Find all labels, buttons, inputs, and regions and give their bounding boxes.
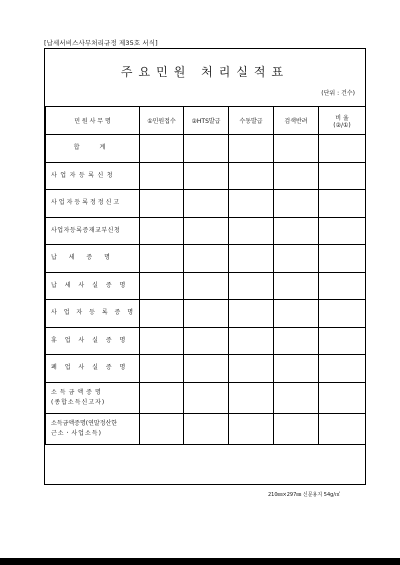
row-label [46,413,140,444]
header-manual: 수동발급 [229,107,274,135]
table-row [46,245,366,273]
results-table [45,106,366,445]
table-cell [184,135,229,163]
form-title: 주요민원 처리실적표 [120,65,290,79]
table-row [46,190,366,218]
row-label: 납 세 사 실 증 명 [46,272,140,300]
table-cell [319,190,366,218]
row-label-line2: (종합소득신고자) [51,398,106,406]
table-row [46,413,366,444]
row-label [46,382,140,413]
table-cell [140,355,184,383]
table-cell [319,217,366,245]
table-row [46,272,366,300]
table-cell [184,162,229,190]
row-label: 합 계 [46,135,140,163]
unit-label: (단위 : 건수) [321,90,355,97]
table-cell [229,217,274,245]
table-cell [319,245,366,273]
row-label: 사업자등록신청 [46,162,140,190]
table-cell [274,217,319,245]
table-cell [184,190,229,218]
table-header-row [46,107,366,135]
table-cell [140,327,184,355]
header-task: 민 원 사 무 명 [46,107,140,135]
table-cell [140,162,184,190]
table-cell [140,413,184,444]
table-cell [229,413,274,444]
row-label: 사업자등록증재교부신청 [46,217,140,245]
table-cell [229,355,274,383]
table-cell [140,135,184,163]
table-cell [140,217,184,245]
table-cell [319,382,366,413]
table-cell [140,300,184,328]
table-cell [319,327,366,355]
table-cell [184,382,229,413]
row-label: 휴 업 사 실 증 명 [46,327,140,355]
table-cell [319,413,366,444]
header-ratio-label: 비 율 [335,114,349,122]
table-cell [274,162,319,190]
table-row [46,300,366,328]
table-cell [184,300,229,328]
table-cell [274,327,319,355]
header-ratio-formula: (②/①) [333,121,351,129]
table-row [46,327,366,355]
table-cell [274,355,319,383]
table-cell [319,355,366,383]
row-label: 사업자등록정정신고 [46,190,140,218]
table-cell [184,327,229,355]
table-cell [274,272,319,300]
row-label: 사 업 자 등 록 증 명 [46,300,140,328]
header-hts: ②HTS발급 [184,107,229,135]
table-cell [274,245,319,273]
header-received: ①민원접수 [140,107,184,135]
form-frame [44,48,366,485]
table-row [46,382,366,413]
table-row [46,217,366,245]
row-label-line2: 근소ㆍ사업소득) [51,429,102,437]
table-row [46,135,366,163]
row-label: 폐 업 사 실 증 명 [46,355,140,383]
table-cell [140,272,184,300]
table-cell [274,382,319,413]
table-cell [184,217,229,245]
table-cell [140,245,184,273]
form-reference: [납세서비스사무처리규정 제35호 서식] [44,39,158,47]
table-cell [184,245,229,273]
table-cell [140,190,184,218]
table-cell [184,413,229,444]
table-cell [229,162,274,190]
table-cell [229,245,274,273]
row-label-line1: 소득금액증명(연말정산한 [51,419,118,427]
table-cell [319,272,366,300]
table-cell [184,355,229,383]
table-cell [229,327,274,355]
table-cell [229,300,274,328]
table-cell [274,413,319,444]
row-label-line1: 소득금액증명 [51,388,104,396]
table-cell [184,272,229,300]
table-cell [229,272,274,300]
table-row [46,162,366,190]
table-cell [229,135,274,163]
table-cell [319,135,366,163]
table-cell [229,190,274,218]
header-ratio [319,107,366,135]
table-cell [274,190,319,218]
paper-spec-note: 210㎜×297㎜ 신문용지 54g/㎡ [268,492,340,498]
table-cell [274,300,319,328]
table-cell [319,300,366,328]
row-label: 납 세 증 명 [46,245,140,273]
table-row [46,355,366,383]
table-cell [140,382,184,413]
bottom-edge-bar [0,558,400,565]
table-cell [274,135,319,163]
table-cell [229,382,274,413]
header-reject: 검색반려 [274,107,319,135]
table-cell [319,162,366,190]
